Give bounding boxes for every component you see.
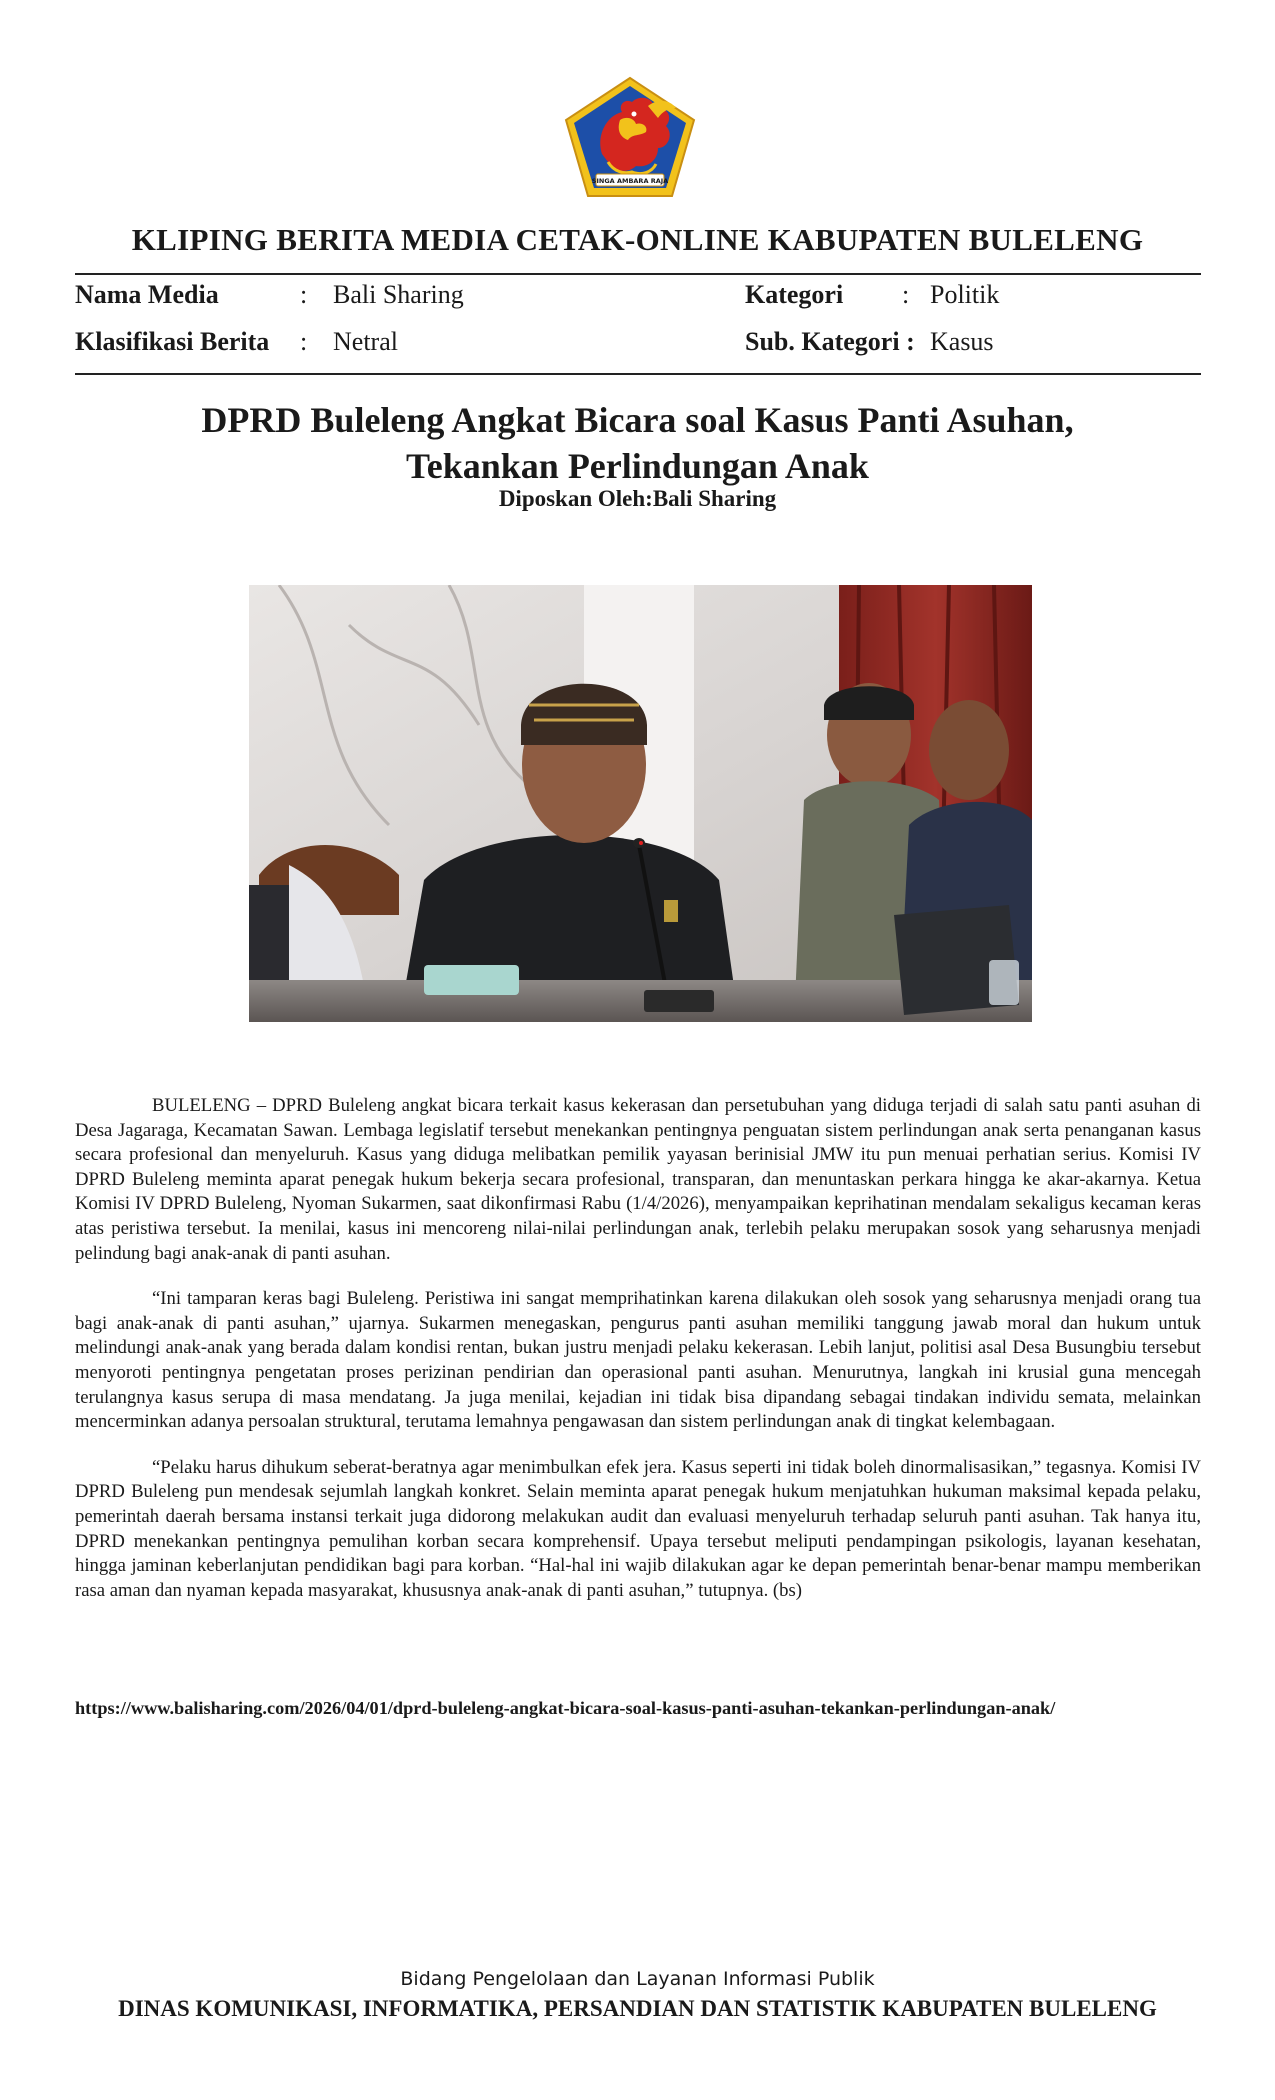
article-paragraph-2: “Ini tamparan keras bagi Buleleng. Peristiwa ini sangat memprihatinkan karena dilakukan oleh sosok yang seharusnya menjadi orang tua bagi anak-anak di panti asuhan,” ujarnya. Sukarmen menegaskan, pengurus panti asuhan memiliki tanggung jawab moral dan hukum untuk melindungi anak-anak yang berada dalam kondisi rentan, bukan justru menjadi pelaku kekerasan. Lebih lanjut, politisi asal Desa Busungbiu tersebut menyoroti pentingnya pengetatan proses perizinan pendirian dan operasional panti asuhan. Menurutnya, langkah ini krusial guna mencegah terulangnya kasus serupa di masa mendatang. Ja juga menilai, kejadian ini tidak bisa dipandang sebagai tindakan individu semata, melainkan mencerminkan adanya persoalan struktural, terutama lemahnya pengawasan dan sistem perlindungan anak di tingkat kelembagaan.	[75, 1288, 1201, 1433]
kategori-value: Politik	[930, 280, 1000, 309]
emblem-motto: SINGA AMBARA RAJA	[591, 177, 669, 185]
article-byline: Diposkan Oleh:Bali Sharing	[498, 486, 777, 511]
footer-unit-name: Bidang Pengelolaan dan Layanan Informasi Publik	[400, 1968, 875, 1990]
header-divider-top	[75, 273, 1201, 275]
kategori-label: Kategori	[745, 280, 844, 309]
article-paragraph-3: “Pelaku harus dihukum seberat-beratnya agar menimbulkan efek jera. Kasus seperti ini tidak boleh dinormalisasikan,” tegasnya. Komisi IV DPRD Buleleng pun mendesak sejumlah langkah konkret. Selain meminta aparat penegak hukum menjatuhkan hukuman maksimal kepada pelaku, pemerintah daerah bersama instansi terkait juga didorong melakukan audit dan evaluasi menyeluruh terhadap seluruh panti asuhan. Tak hanya itu, DPRD menekankan pentingnya pemulihan korban secara komprehensif. Upaya tersebut meliputi pendampingan psikologis, layanan kesehatan, hingga jaminan keberlanjutan pendidikan bagi para korban. “Hal-hal ini wajib dilakukan agar ke depan pemerintah benar-benar mampu memberikan rasa aman dan nyaman kepada masyarakat, khususnya anak-anak di panti asuhan,” tutupnya. (bs)	[75, 1456, 1201, 1601]
subkategori-label: Sub. Kategori :	[745, 327, 915, 356]
article-paragraph-1: BULELENG – DPRD Buleleng angkat bicara terkait kasus kekerasan dan persetubuhan yang diduga terjadi di salah satu panti asuhan di Desa Jagaraga, Kecamatan Sawan. Lembaga legislatif tersebut menekankan pentingnya penguatan sistem perlindungan anak serta penanganan kasus secara profesional dan menyeluruh. Kasus yang diduga melibatkan pemilik yayasan berinisial JMW itu pun menuai perhatian serius. Komisi IV DPRD Buleleng meminta aparat penegak hukum bekerja secara profesional, transparan, dan menuntaskan perkara hingga ke akar-akarnya. Ketua Komisi IV DPRD Buleleng, Nyoman Sukarmen, saat dikonfirmasi Rabu (1/4/2026), menyampaikan keprihatinan mendalam sekaligus kecaman keras atas peristiwa tersebut. Ia menilai, kasus ini mencoreng nilai-nilai perlindungan anak, terlebih pelaku merupakan sosok yang seharusnya menjadi pelindung bagi anak-anak di panti asuhan.	[75, 1095, 1201, 1264]
klasifikasi-value: Netral	[333, 327, 398, 356]
document-header-title: KLIPING BERITA MEDIA CETAK-ONLINE KABUPATEN BULELENG	[131, 222, 1144, 257]
media-colon: :	[300, 280, 308, 309]
article-title	[100, 397, 1175, 489]
article-body	[75, 1094, 1201, 1624]
meta-row-klasifikasi	[75, 327, 1201, 367]
buleleng-emblem-icon	[562, 76, 698, 200]
media-label: Nama Media	[75, 280, 219, 309]
subkategori-value: Kasus	[930, 327, 994, 356]
article-title-line-2: Tekankan Perlindungan Anak	[406, 446, 869, 486]
media-value: Bali Sharing	[333, 280, 464, 309]
header-divider-bottom	[75, 373, 1201, 375]
kategori-colon: :	[902, 280, 910, 309]
meta-row-media	[75, 280, 1201, 320]
klasifikasi-colon: :	[300, 327, 308, 356]
klasifikasi-label: Klasifikasi Berita	[75, 327, 270, 356]
footer-agency-name: DINAS KOMUNIKASI, INFORMATIKA, PERSANDIAN DAN STATISTIK KABUPATEN BULELENG	[118, 1996, 1157, 2021]
article-photo	[249, 585, 1032, 1022]
source-url-link[interactable]: https://www.balisharing.com/2026/04/01/dprd-buleleng-angkat-bicara-soal-kasus-panti-asuhan-tekankan-perlindungan-anak/	[75, 1698, 1056, 1718]
article-title-line-1: DPRD Buleleng Angkat Bicara soal Kasus Panti Asuhan,	[201, 400, 1074, 440]
